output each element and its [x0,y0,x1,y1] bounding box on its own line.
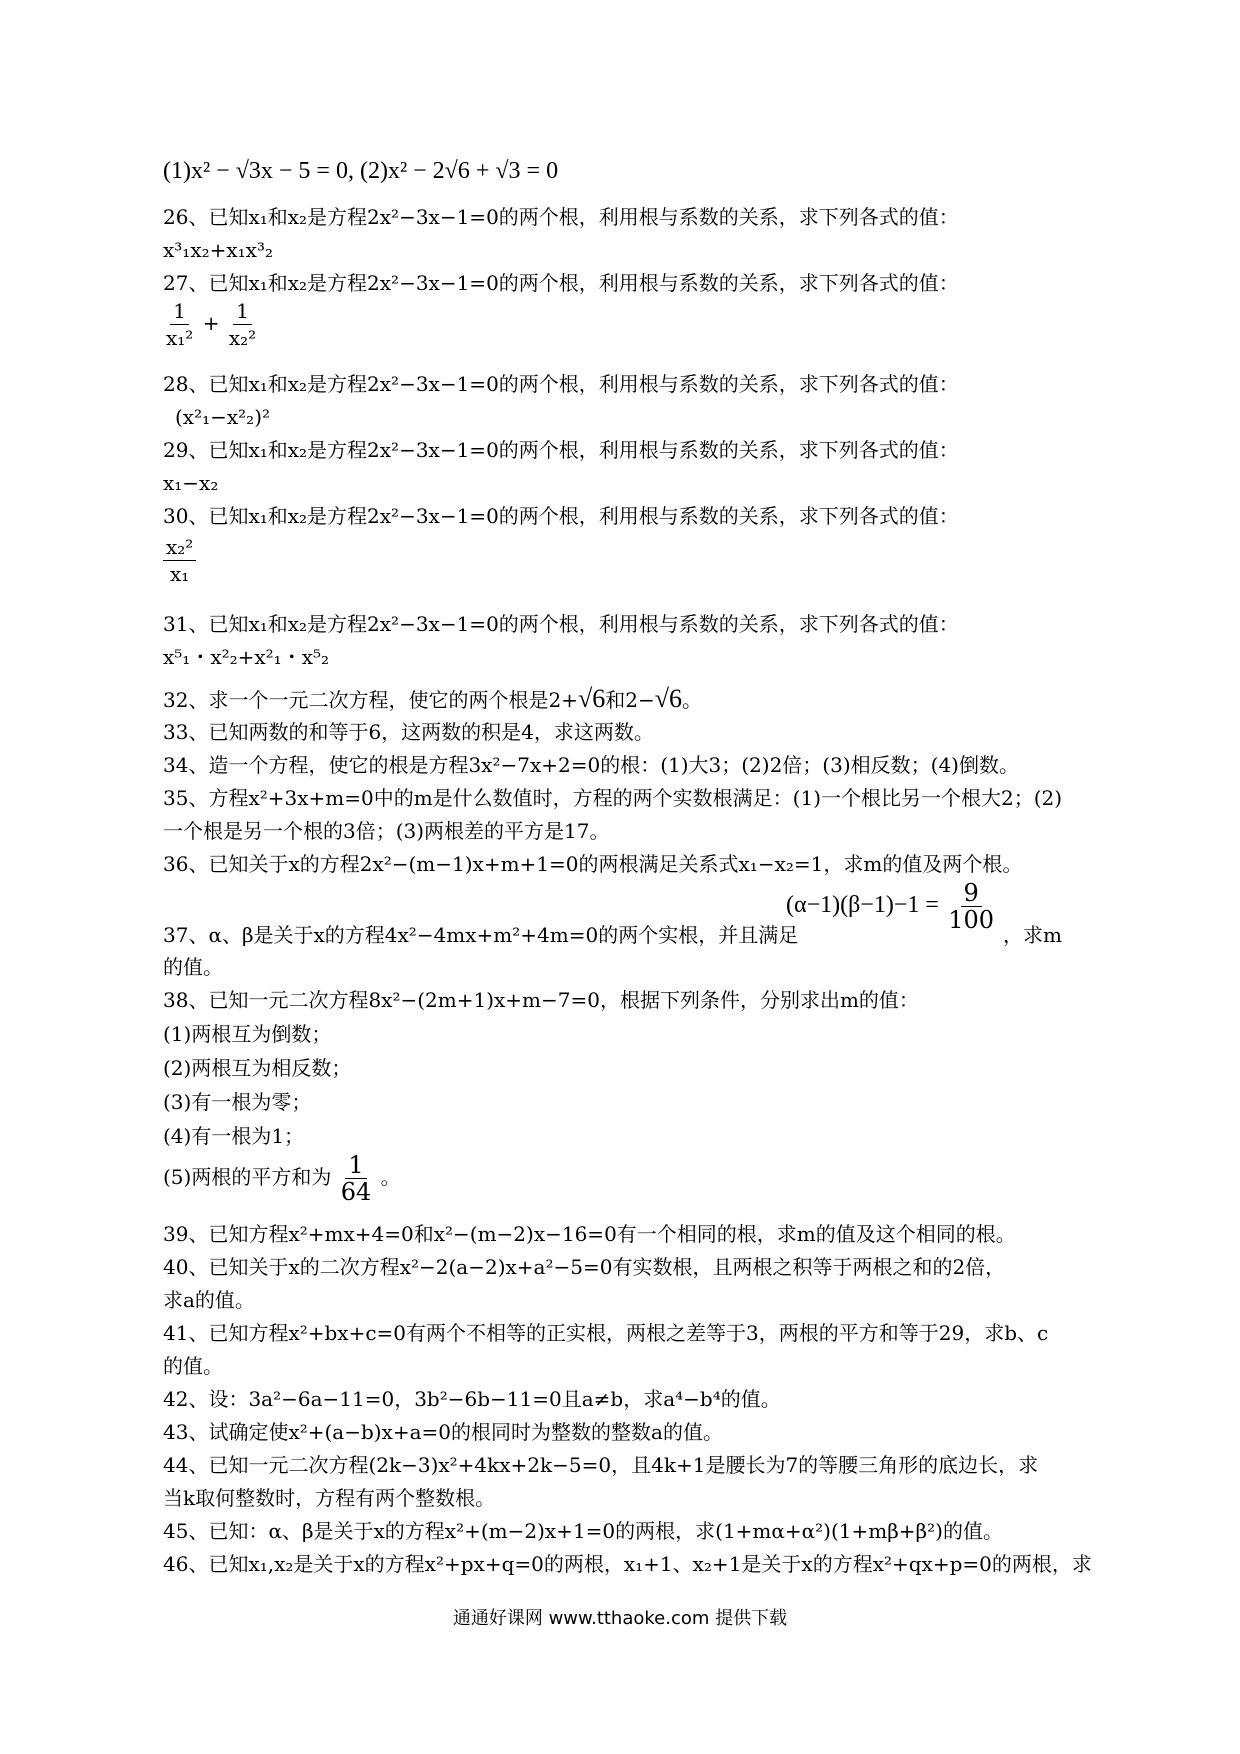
expression-29: x₁−x₂ [163,471,219,495]
condition-1: (1)两根互为倒数； [163,1022,332,1046]
expression-28: (x²₁−x²₂)² [175,405,271,429]
condition-5: (5)两根的平方和为 $\frac{1}{64}$ 。 [163,1151,401,1206]
expression-31: x⁵₁・x²₂+x²₁・x⁵₂ [163,645,330,669]
problem-46: 46、已知x₁,x₂是关于x的方程x²+px+q=0的两根，x₁+1、x₂+1是关于x的方程x²+qx+p=0的两根，求 [163,1552,1092,1576]
problem-28: 28、已知x₁和x₂是方程2x²−3x−1=0的两个根，利用根与系数的关系，求下列各式的值： [163,372,959,396]
fraction: $\frac{1}{\text{x₁²}}$ [166,299,194,350]
expression-27: $\frac{1}{\text{x₁²}}$ + $\frac{1}{\text{x₂²}}$ [163,298,259,351]
fraction: $\frac{\text{x₂²}}{\text{x₁}}$ [163,534,196,587]
expression-26: x³₁x₂+x₁x³₂ [163,238,273,262]
problem-29: 29、已知x₁和x₂是方程2x²−3x−1=0的两个根，利用根与系数的关系，求下列各式的值： [163,438,959,462]
fraction: $\frac{9}{100}$ [948,879,995,934]
problem-45: 45、已知：α、β是关于x的方程x²+(m−2)x+1=0的两根，求(1+mα+α²)(1+mβ+β²)的值。 [163,1519,1003,1543]
problem-44-cont: 当k取何整数时，方程有两个整数根。 [163,1486,496,1510]
problem-40-cont: 求a的值。 [163,1288,255,1312]
problem-44: 44、已知一元二次方程(2k−3)x²+4kx+2k−5=0，且4k+1是腰长为7的等腰三角形的底边长，求 [163,1453,1039,1477]
problem-39: 39、已知方程x²+mx+4=0和x²−(m−2)x−16=0有一个相同的根，求m的值及这个相同的根。 [163,1222,1016,1246]
problem-26: 26、已知x₁和x₂是方程2x²−3x−1=0的两个根，利用根与系数的关系，求下列各式的值： [163,205,959,229]
fraction: $\frac{1}{\text{x₂²}}$ [228,299,257,350]
equation-line: (1)x² − √3x − 5 = 0, (2)x² − 2√6 + √3 = 0 [163,158,559,184]
fraction: $\frac{1}{64}$ [340,1151,372,1206]
condition-3: (3)有一根为零； [163,1090,312,1114]
problem-42: 42、设：3a²−6a−11=0，3b²−6b−11=0且a≠b，求a⁴−b⁴的值。 [163,1387,781,1411]
problem-35: 35、方程x²+3x+m=0中的m是什么数值时，方程的两个实数根满足：(1)一个根比另一个根大2；(2) [163,786,1063,810]
problem-41: 41、已知方程x²+bx+c=0有两个不相等的正实根，两根之差等于3，两根的平方和等于29，求b、c [163,1321,1049,1345]
problem-41-cont: 的值。 [163,1354,223,1378]
problem-37: 37、α、β是关于x的方程4x²−4mx+m²+4m=0的两个实根，并且满足 [163,923,799,947]
problem-34: 34、造一个方程，使它的根是方程3x²−7x+2=0的根：(1)大3；(2)2倍；(3)相反数；(4)倒数。 [163,753,1019,777]
problem-36: 36、已知关于x的方程2x²−(m−1)x+m+1=0的两根满足关系式x₁−x₂=1，求m的值及两个根。 [163,852,1023,876]
problem-35-cont: 一个根是另一个根的3倍；(3)两根差的平方是17。 [163,819,610,843]
problem-33: 33、已知两数的和等于6，这两数的积是4，求这两数。 [163,720,654,744]
problem-37-cont: 的值。 [163,955,223,979]
problem-30: 30、已知x₁和x₂是方程2x²−3x−1=0的两个根，利用根与系数的关系，求下列各式的值： [163,504,959,528]
condition-4: (4)有一根为1； [163,1124,305,1148]
problem-31: 31、已知x₁和x₂是方程2x²−3x−1=0的两个根，利用根与系数的关系，求下列各式的值： [163,612,959,636]
condition-37: (α−1)(β−1)−1 = $\frac{9}{100}$ [786,880,997,933]
expression-30 [163,534,196,587]
problem-37-tail: ，求m [1003,923,1062,947]
condition-2: (2)两根互为相反数； [163,1056,352,1080]
page-footer: 通通好课网 www.tthaoke.com 提供下载 [452,1608,788,1629]
problem-40: 40、已知关于x的二次方程x²−2(a−2)x+a²−5=0有实数根，且两根之积等于两根之和的2倍， [163,1255,1006,1279]
problem-38: 38、已知一元二次方程8x²−(2m+1)x+m−7=0，根据下列条件，分别求出m的值： [163,988,919,1012]
problem-27: 27、已知x₁和x₂是方程2x²−3x−1=0的两个根，利用根与系数的关系，求下列各式的值： [163,271,959,295]
problem-43: 43、试确定使x²+(a−b)x+a=0的根同时为整数的整数a的值。 [163,1420,723,1444]
problem-32: 32、求一个一元二次方程，使它的两个根是2+√6和2−√6。 [163,684,702,713]
